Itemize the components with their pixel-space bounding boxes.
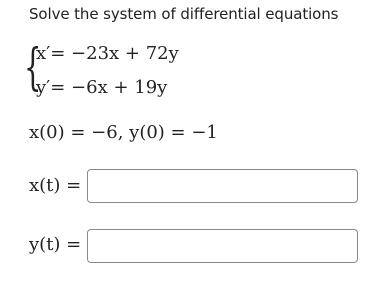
initial-conditions: x(0) = −6, y(0) = −1 (29, 122, 218, 143)
equation-y-prime: y′= −6x + 19y (36, 77, 168, 98)
question-prompt: Solve the system of differential equations (29, 5, 339, 23)
equation-x-prime: x′= −23x + 72y (36, 43, 179, 64)
answer-input-y[interactable] (87, 229, 358, 263)
left-brace: { (24, 38, 42, 96)
answer-input-x[interactable] (87, 169, 358, 203)
answer-label-y: y(t) = (29, 234, 82, 255)
answer-label-x: x(t) = (29, 175, 82, 196)
